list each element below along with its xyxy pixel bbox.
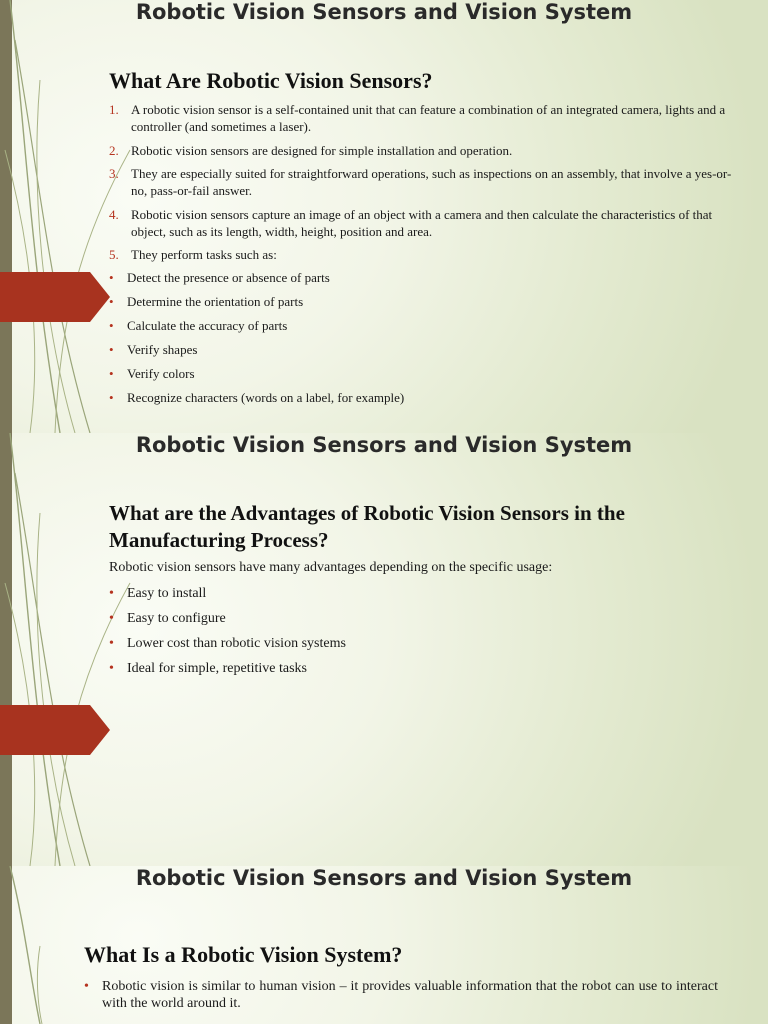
bullet-item xyxy=(109,293,709,310)
bullet-text: Easy to install xyxy=(127,586,207,601)
bullet-text: Determine the orientation of parts xyxy=(127,294,304,309)
bullet-item xyxy=(109,660,709,678)
item-text: Robotic vision sensors capture an image of an object with a camera and then calculate the characteristics of that object, such as its length, width, height, position and area. xyxy=(131,207,713,239)
red-tab-arrow xyxy=(0,705,110,755)
bullet-list xyxy=(84,978,718,1012)
bullet-item xyxy=(84,978,718,1012)
bullet-dot: • xyxy=(109,661,114,676)
item-text: They are especially suited for straightforward operations, such as inspections on an assembly, that involve a yes-or-no, pass-or-fail answer. xyxy=(131,166,732,198)
section-heading: What are the Advantages of Robotic Vision Sensors in the Manufacturing Process? xyxy=(109,501,625,552)
section-heading: What Is a Robotic Vision System? xyxy=(84,942,403,967)
list-item xyxy=(109,206,745,240)
red-tab-arrow xyxy=(0,272,110,322)
list-item xyxy=(109,101,745,135)
bullet-text: Verify shapes xyxy=(127,342,198,357)
section-heading: What Are Robotic Vision Sensors? xyxy=(109,68,433,93)
slide-title: Robotic Vision Sensors and Vision System xyxy=(135,433,633,457)
bullet-dot: • xyxy=(84,979,89,994)
slide-title: Robotic Vision Sensors and Vision System xyxy=(135,866,633,890)
bullet-text: Calculate the accuracy of parts xyxy=(127,318,288,333)
bullet-list xyxy=(109,585,709,678)
bullet-text: Ideal for simple, repetitive tasks xyxy=(127,661,307,676)
item-text: A robotic vision sensor is a self-contained unit that can feature a combination of an integrated camera, lights and a controller (and sometimes a laser). xyxy=(131,102,726,134)
bullet-text: Robotic vision is similar to human vision – it provides valuable information that the robot can use to interact with the world around it. xyxy=(102,979,718,1011)
item-number: 5. xyxy=(109,247,119,262)
intro-text: Robotic vision sensors have many advantages depending on the specific usage: xyxy=(109,560,553,575)
item-text: They perform tasks such as: xyxy=(131,247,277,262)
bullet-dot: • xyxy=(109,390,114,405)
slide-1 xyxy=(0,0,768,433)
bullet-dot: • xyxy=(109,294,114,309)
item-text: Robotic vision sensors are designed for simple installation and operation. xyxy=(131,143,513,158)
numbered-list xyxy=(109,101,745,263)
bullet-item xyxy=(109,389,709,406)
item-number: 4. xyxy=(109,207,119,222)
slide-title: Robotic Vision Sensors and Vision System xyxy=(135,0,633,24)
bullet-dot: • xyxy=(109,318,114,333)
bullet-list xyxy=(109,269,709,406)
list-item xyxy=(109,165,745,199)
bullet-dot: • xyxy=(109,636,114,651)
slide-2 xyxy=(0,433,768,866)
bullet-text: Verify colors xyxy=(127,366,195,381)
bullet-dot: • xyxy=(109,586,114,601)
bullet-dot: • xyxy=(109,270,114,285)
bullet-dot: • xyxy=(109,366,114,381)
bullet-item xyxy=(109,317,709,334)
item-number: 1. xyxy=(109,102,119,117)
bullet-text: Recognize characters (words on a label, for example) xyxy=(127,390,405,405)
bullet-item xyxy=(109,365,709,382)
list-item xyxy=(109,246,745,263)
bullet-item xyxy=(109,585,709,603)
bullet-item xyxy=(109,341,709,358)
list-item xyxy=(109,142,745,159)
bullet-text: Lower cost than robotic vision systems xyxy=(127,636,346,651)
bullet-text: Easy to configure xyxy=(127,611,226,626)
item-number: 2. xyxy=(109,143,119,158)
item-number: 3. xyxy=(109,166,119,181)
bullet-dot: • xyxy=(109,342,114,357)
bullet-text: Detect the presence or absence of parts xyxy=(127,270,330,285)
bullet-item xyxy=(109,269,709,286)
bullet-dot: • xyxy=(109,611,114,626)
bullet-item xyxy=(109,635,709,653)
slide-3 xyxy=(0,866,768,1024)
bullet-item xyxy=(109,610,709,628)
